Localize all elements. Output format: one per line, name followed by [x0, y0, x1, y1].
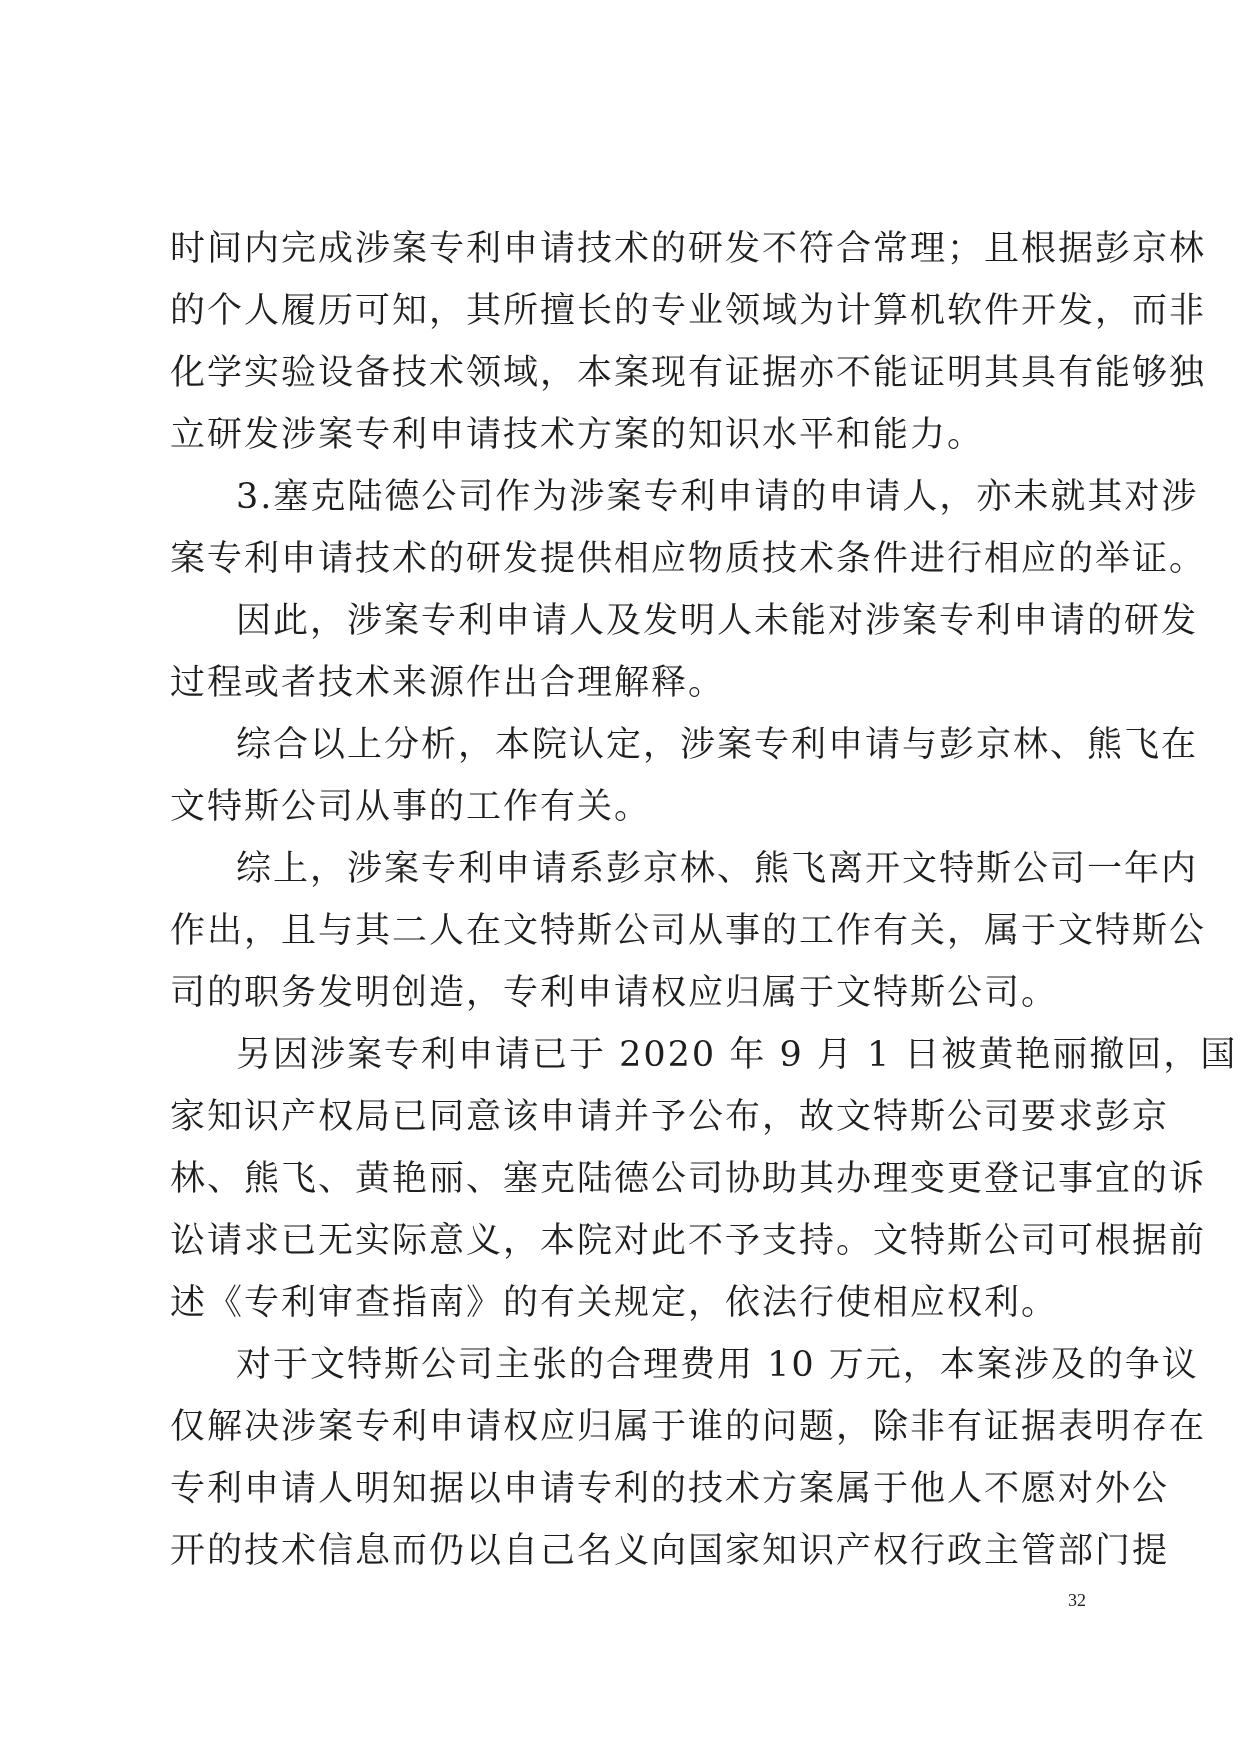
- text-line: 司的职务发明创造，专利申请权应归属于文特斯公司。: [170, 973, 1059, 1013]
- text-line: 作出，且与其二人在文特斯公司从事的工作有关，属于文特斯公: [170, 911, 1207, 951]
- text-line: 家知识产权局已同意该申请并予公布，故文特斯公司要求彭京: [170, 1097, 1170, 1137]
- text-line: 专利申请人明知据以申请专利的技术方案属于他人不愿对外公: [170, 1469, 1170, 1509]
- body-text: [170, 218, 1238, 1582]
- page-number: 32: [1068, 1590, 1086, 1610]
- paragraph-first-line: 因此，涉案专利申请人及发明人未能对涉案专利申请的研发: [236, 601, 1199, 641]
- text-line: 立研发涉案专利申请技术方案的知识水平和能力。: [170, 415, 985, 455]
- text-line: 过程或者技术来源作出合理解释。: [170, 663, 726, 703]
- text-line: 化学实验设备技术领域，本案现有证据亦不能证明其具有能够独: [170, 353, 1207, 393]
- paragraph-first-line: 对于文特斯公司主张的合理费用 10 万元，本案涉及的争议: [236, 1345, 1199, 1385]
- paragraph-first-line: 综上，涉案专利申请系彭京林、熊飞离开文特斯公司一年内: [236, 849, 1199, 889]
- text-line: 案专利申请技术的研发提供相应物质技术条件进行相应的举证。: [170, 539, 1207, 579]
- text-line: 林、熊飞、黄艳丽、塞克陆德公司协助其办理变更登记事宜的诉: [170, 1159, 1207, 1199]
- paragraph-first-line: 另因涉案专利申请已于 2020 年 9 月 1 日被黄艳丽撤回，国: [236, 1035, 1238, 1075]
- text-line: 讼请求已无实际意义，本院对此不予支持。文特斯公司可根据前: [170, 1221, 1207, 1261]
- paragraph-first-line: 3.塞克陆德公司作为涉案专利申请的申请人，亦未就其对涉: [236, 477, 1199, 517]
- paragraph-first-line: 综合以上分析，本院认定，涉案专利申请与彭京林、熊飞在: [236, 725, 1199, 765]
- text-line: 开的技术信息而仍以自己名义向国家知识产权行政主管部门提: [170, 1531, 1170, 1571]
- text-line: 时间内完成涉案专利申请技术的研发不符合常理；且根据彭京林: [170, 229, 1207, 269]
- text-line: 仅解决涉案专利申请权应归属于谁的问题，除非有证据表明存在: [170, 1407, 1207, 1447]
- text-line: 的个人履历可知，其所擅长的专业领域为计算机软件开发，而非: [170, 291, 1207, 331]
- text-line: 文特斯公司从事的工作有关。: [170, 787, 652, 827]
- text-line: 述《专利审查指南》的有关规定，依法行使相应权利。: [170, 1283, 1059, 1323]
